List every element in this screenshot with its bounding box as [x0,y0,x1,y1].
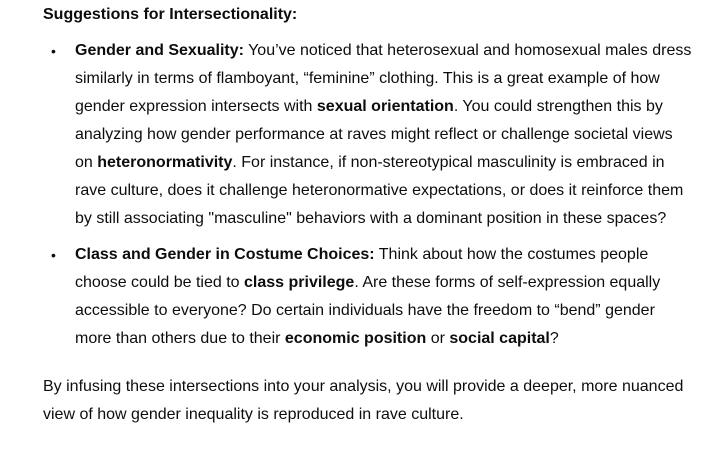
text-run: . Are these forms of self-expression equally accessible to everyone? Do certain individuals have the freedom to “bend” gender more than others due to their [75,274,661,347]
emphasis: class privilege [244,274,355,291]
emphasis: heteronormativity [97,154,233,171]
emphasis: sexual orientation [316,98,454,115]
list-item [43,37,693,233]
text-run: Think about how the costumes people choose could be tied to [75,246,649,291]
emphasis: social capital [449,330,550,347]
conclusion-paragraph: By infusing these intersections into your analysis, you will provide a deeper, more nuanced view of how gender inequality is reproduced in rave culture. [43,378,684,423]
section-heading: Suggestions for Intersectionality: [43,6,298,23]
text-run: ? [549,330,559,347]
item-title: Class and Gender in Costume Choices: [75,246,375,263]
message-content [43,1,693,429]
bullet-dot-icon: • [51,43,56,59]
list-item-text [75,37,693,233]
suggestion-list [43,37,693,353]
bullet-dot-icon: • [51,247,56,263]
list-item [43,241,693,353]
text-run: . You could strengthen this by analyzing how gender performance at raves might reflect or challenge societal views on [75,98,673,171]
list-item-text [75,241,693,353]
emphasis: economic position [284,330,427,347]
text-run: or [426,330,450,347]
text-run: . For instance, if non-stereotypical masculinity is embraced in rave culture, does it challenge heteronormative expectations, or does it reinforce them by still associating "masculine" behaviors with a dominant position in these spaces? [75,154,684,227]
item-title: Gender and Sexuality: [75,42,244,59]
text-run: You’ve noticed that heterosexual and homosexual males dress similarly in terms of flamboyant, “feminine” clothing. This is a great example of how gender expression intersects with [75,42,692,115]
